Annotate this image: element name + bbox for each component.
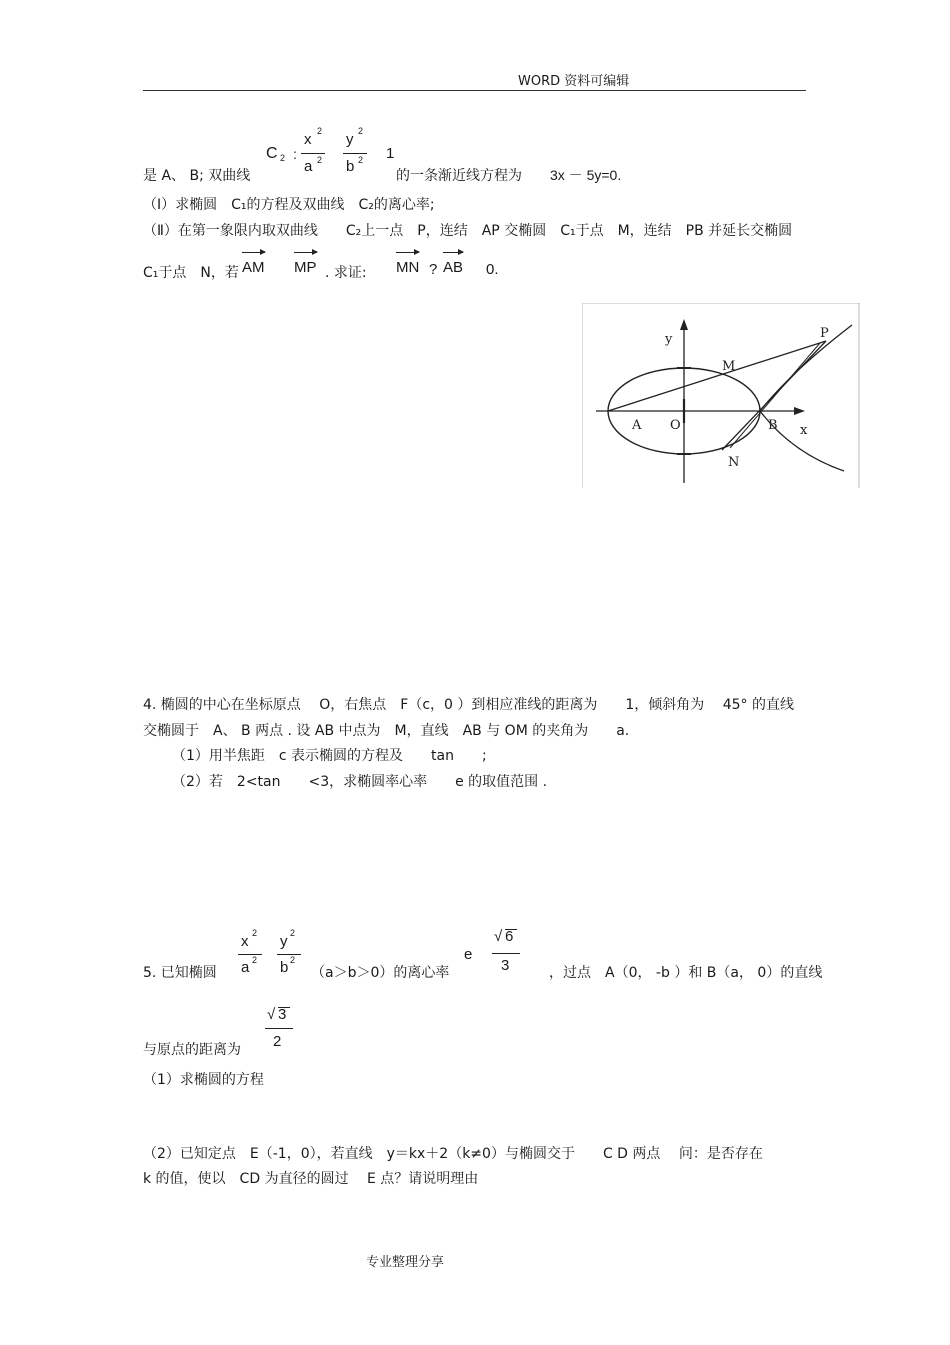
q5-part2-line1: （2）已知定点 E（-1，0），若直线 y＝kx＋2（k≠0）与椭圆交于 C D 两点 问：是否存在 <box>143 1146 763 1162</box>
dot-operator: ? <box>429 261 438 278</box>
c2-subscript: 2 <box>280 153 286 163</box>
q3-part2: （Ⅱ）在第一象限内取双曲线 C₂上一点 P，连结 AP 交椭圆 C₁于点 M，连结 PB 并延长交椭圆 <box>143 223 793 239</box>
label-x: x <box>800 423 808 438</box>
q5-e-symbol: e <box>464 946 473 963</box>
b-exponent: 2 <box>358 155 364 165</box>
q5-part1: （1）求椭圆的方程 <box>143 1072 264 1088</box>
q4-line2: 交椭圆于 A、 B 两点 . 设 AB 中点为 M，直线 AB 与 OM 的夹角为 a. <box>143 723 630 739</box>
vector-ab-label: AB <box>443 259 464 276</box>
sqrt-icon: √ <box>267 1006 276 1023</box>
numerator-x: x <box>304 131 312 148</box>
label-p: P <box>820 326 829 341</box>
vector-mp <box>294 259 317 276</box>
vector-arrow-icon <box>396 252 419 253</box>
q5-e-fraction-bar <box>492 953 520 954</box>
page-header: WORD 资料可编辑 <box>518 74 630 89</box>
x-axis-arrow-icon <box>794 407 805 415</box>
vector-mn-label: MN <box>396 259 420 276</box>
q3-asymptote-equation: 3x － 5y=0. <box>550 167 622 183</box>
q4-part2: （2）若 2<tan <3，求椭圆率心率 e 的取值范围 . <box>172 774 548 790</box>
y-exponent: 2 <box>358 126 364 136</box>
q5-e-numerator: 6 <box>505 928 514 945</box>
q5-distance-fraction-bar <box>265 1028 293 1029</box>
q5-distance-text: 与原点的距离为 <box>143 1042 241 1058</box>
vector-am <box>242 259 265 276</box>
q3-part1: （Ⅰ）求椭圆 C₁的方程及双曲线 C₂的离心率; <box>143 197 435 213</box>
vector-ab <box>443 259 463 276</box>
fraction-bar-x <box>301 153 325 154</box>
equals-one: 1 <box>386 145 395 162</box>
c2-symbol: C <box>266 145 278 162</box>
q5-fraction-bar-x <box>238 954 262 955</box>
vector-arrow-icon <box>294 252 317 253</box>
numerator-y: y <box>346 131 354 148</box>
vector-arrow-icon <box>443 252 463 253</box>
q4-line1: 4. 椭圆的中心在坐标原点 O，右焦点 F（c，0 ）到相应准线的距离为 1，倾斜角为 45° 的直线 <box>143 697 795 713</box>
vector-mp-label: MP <box>294 259 317 276</box>
equals-zero: 0. <box>486 261 499 278</box>
q5-through: ，过点 A（0， -b ）和 B（a， 0）的直线 <box>549 965 823 981</box>
q5-b-exponent: 2 <box>290 955 296 965</box>
denominator-a: a <box>304 158 313 175</box>
y-axis-arrow-icon <box>680 319 688 330</box>
header-rule <box>143 90 806 91</box>
q5-fraction-bar-y <box>277 954 301 955</box>
q5-distance-numerator: 3 <box>278 1006 287 1023</box>
q5-e-denominator: 3 <box>501 957 510 974</box>
label-n: N <box>728 455 740 470</box>
q5-distance-denominator: 2 <box>273 1033 282 1050</box>
q5-numerator-y: y <box>280 933 288 950</box>
ellipse-hyperbola-figure <box>582 303 860 488</box>
q3-prove: . 求证: <box>325 265 367 281</box>
label-m: M <box>722 359 736 374</box>
figure-svg <box>582 303 860 488</box>
vector-am-label: AM <box>242 259 265 276</box>
page-footer: 专业整理分享 <box>366 1255 445 1270</box>
label-b: B <box>768 418 778 433</box>
q4-part1: （1）用半焦距 c 表示椭圆的方程及 tan ; <box>172 748 487 764</box>
q3-line1-prefix: 是 A、 B; 双曲线 <box>143 168 251 184</box>
q5-denominator-b: b <box>280 959 289 976</box>
q5-numerator-x: x <box>241 933 249 950</box>
vector-arrow-icon <box>242 252 265 253</box>
denominator-b: b <box>346 158 355 175</box>
q3-line4-prefix: C₁于点 N，若 <box>143 265 239 281</box>
label-a: A <box>632 418 642 433</box>
x-exponent: 2 <box>317 126 323 136</box>
q5-a-exponent: 2 <box>252 955 258 965</box>
fraction-bar-y <box>343 153 367 154</box>
q5-part2-line2: k 的值，使以 CD 为直径的圆过 E 点？请说明理由 <box>143 1171 479 1187</box>
q5-y-exponent: 2 <box>290 928 296 938</box>
q5-condition: （a＞b＞0）的离心率 <box>311 965 450 981</box>
colon: : <box>293 146 297 162</box>
label-y: y <box>665 332 673 347</box>
q5-x-exponent: 2 <box>252 928 258 938</box>
sqrt-icon: √ <box>494 928 503 945</box>
q5-number: 5. 已知椭圆 <box>143 965 217 981</box>
q3-asymptote-text: 的一条渐近线方程为 <box>396 168 522 184</box>
a-exponent: 2 <box>317 155 323 165</box>
vector-mn <box>396 259 419 276</box>
q5-denominator-a: a <box>241 959 250 976</box>
label-o: O <box>670 418 681 433</box>
